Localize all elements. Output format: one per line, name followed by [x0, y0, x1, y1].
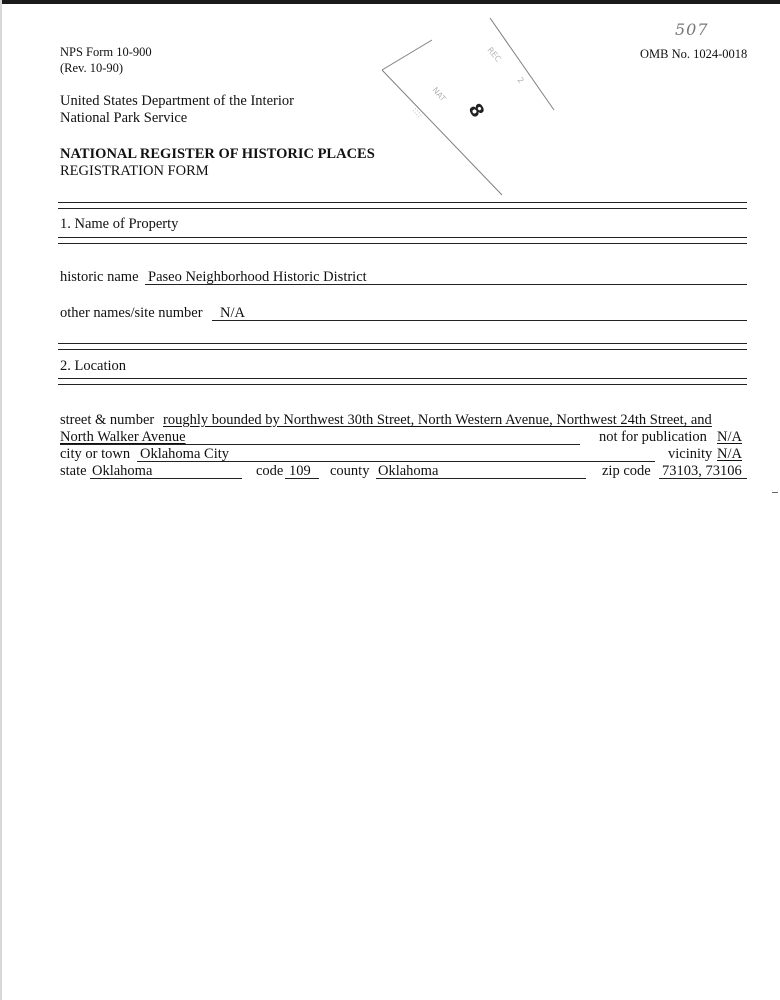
state-value[interactable]: Oklahoma	[92, 463, 153, 479]
form-title: NATIONAL REGISTER OF HISTORIC PLACES	[60, 146, 375, 162]
scan-top-edge	[0, 0, 780, 4]
street-line	[60, 444, 580, 445]
vicinity-label: vicinity	[668, 446, 713, 462]
section-divider	[58, 202, 747, 209]
section2-heading: 2. Location	[60, 358, 127, 374]
code-value[interactable]: 109	[289, 463, 311, 479]
street-label: street & number	[60, 412, 155, 428]
service-name: National Park Service	[60, 110, 188, 126]
zip-label: zip code	[602, 463, 651, 479]
handwritten-number: 507	[675, 20, 709, 39]
state-label: state	[60, 463, 87, 479]
not-for-publication-value[interactable]: N/A	[717, 429, 742, 445]
historic-name-label: historic name	[60, 269, 139, 285]
section-divider	[58, 378, 747, 385]
svg-text:::::: ::::	[410, 105, 425, 120]
street-value-line2-text: North Walker Avenue	[60, 429, 186, 445]
county-label: county	[330, 463, 370, 479]
svg-text:2: 2	[515, 75, 526, 86]
stamp-digit: 8	[463, 100, 489, 122]
section-divider	[58, 237, 747, 244]
received-stamp	[372, 10, 572, 200]
scan-edge-mark	[772, 492, 778, 493]
code-label: code	[256, 463, 284, 479]
section1-heading: 1. Name of Property	[60, 216, 179, 232]
not-for-publication-label: not for publication	[599, 429, 707, 445]
city-value[interactable]: Oklahoma City	[140, 446, 230, 462]
historic-name-value[interactable]: Paseo Neighborhood Historic District	[148, 269, 367, 285]
city-label: city or town	[60, 446, 131, 462]
scan-left-edge	[0, 0, 2, 1000]
svg-text:NAT: NAT	[430, 85, 448, 104]
department-name: United States Department of the Interior	[60, 93, 294, 109]
section-divider	[58, 343, 747, 350]
svg-text:REC: REC	[485, 45, 503, 64]
other-names-line	[212, 320, 747, 321]
form-revision: (Rev. 10-90)	[60, 61, 124, 75]
other-names-value[interactable]: N/A	[220, 305, 245, 321]
zip-value[interactable]: 73103, 73106	[662, 463, 742, 479]
form-subtitle: REGISTRATION FORM	[60, 163, 209, 179]
vicinity-value[interactable]: N/A	[717, 446, 742, 462]
omb-number: OMB No. 1024-0018	[640, 47, 748, 61]
form-number: NPS Form 10-900	[60, 45, 152, 59]
county-value[interactable]: Oklahoma	[378, 463, 439, 479]
street-value-line1[interactable]: roughly bounded by Northwest 30th Street, North Western Avenue, Northwest 24th Street, and	[163, 412, 712, 428]
other-names-label: other names/site number	[60, 305, 203, 321]
